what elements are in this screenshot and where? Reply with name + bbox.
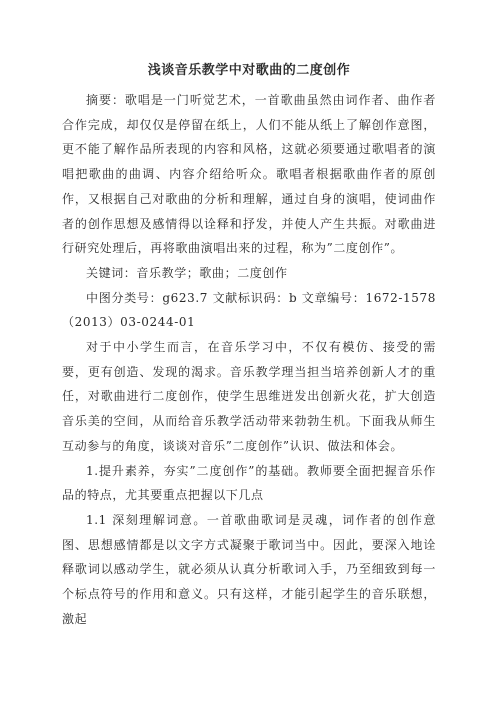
body-paragraph: 对于中小学生而言，在音乐学习中，不仅有模仿、接受的需要，更有创造、发现的渴求。音乐教学理当担当培养创新人才的重任，对歌曲进行二度创作，使学生思维迸发出创新火花，扩大创造音乐美的空间，从而给音乐教学活动带来勃勃生机。下面我从师生互动参与的角度，谈谈对音乐”二度创作”认识、做法和体会。 xyxy=(62,340,436,453)
section-heading-paragraph: 1.提升素养，夯实”二度创作”的基础。教师要全面把握音乐作品的特点，尤其要重点把握以下几点 xyxy=(62,463,436,503)
classification-paragraph: 中图分类号：g623.7 文献标识码：b 文章编号：1672-1578（2013）03-0244-01 xyxy=(62,290,436,330)
subsection-paragraph: 1.1 深刻理解词意。一首歌曲歌词是灵魂，词作者的创作意图、思想感情都是以文字方式凝聚于歌词当中。因此，要深入地诠释歌词以感动学生，就必须从认真分析歌词入手，乃至细致到每一个标点符号的作用和意义。只有这样，才能引起学生的音乐联想，激起 xyxy=(62,512,436,626)
document-page xyxy=(62,62,436,631)
abstract-paragraph: 摘要：歌唱是一门听觉艺术，一首歌曲虽然由词作者、曲作者合作完成，却仅仅是停留在纸上，人们不能从纸上了解创作意图，更不能了解作品所表现的内容和风格，这就必须要通过歌唱者的演唱把歌曲的曲调、内容介绍给听众。歌唱者根据歌曲作者的原创作，又根据自己对歌曲的分析和理解，通过自身的演唱，使词曲作者的创作思想及感情得以诠释和抒发，并使人产生共振。对歌曲进行研究处理后，再将歌曲演唱出来的过程，称为”二度创作”。 xyxy=(62,93,436,256)
document-title: 浅谈音乐教学中对歌曲的二度创作 xyxy=(147,63,351,78)
keywords-paragraph: 关键词：音乐教学；歌曲；二度创作 xyxy=(86,265,288,280)
